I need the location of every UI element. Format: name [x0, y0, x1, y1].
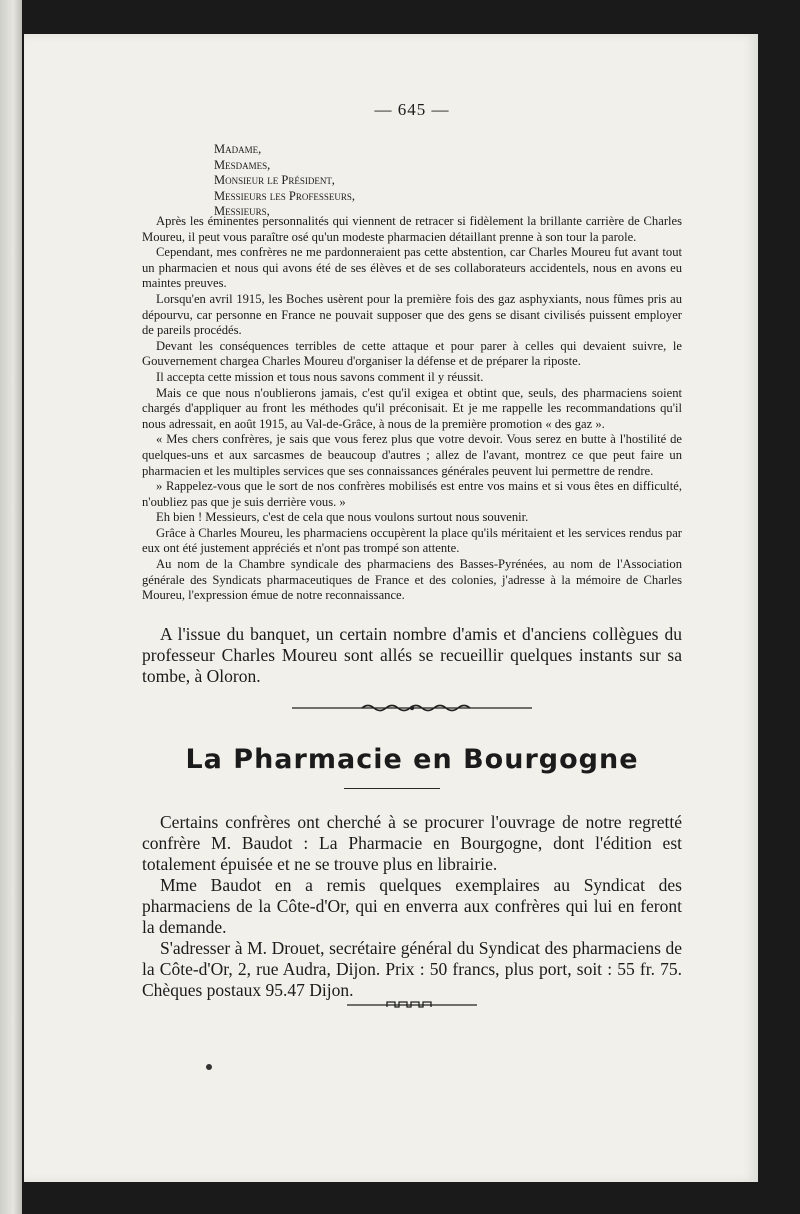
speech-paragraph: Au nom de la Chambre syndicale des pharmaciens des Basses-Pyrénées, au nom de l'Association générale des Syndicats pharmaceutiques de France et des colonies, j'adresse à la mémoire de Charles Moureu, l'expression émue de notre reconnaissance.	[142, 557, 682, 603]
bourgogne-paragraph: Mme Baudot en a remis quelques exemplaires au Syndicat des pharmaciens de la Côte-d'Or, qui en enverra aux confrères qui lui en feront la demande.	[142, 875, 682, 937]
ornamental-divider	[142, 702, 682, 714]
speech-paragraph: Devant les conséquences terribles de cette attaque et pour parer à celles qui devaient suivre, le Gouvernement chargea Charles Moureu d'organiser la défense et de préparer la riposte.	[142, 338, 682, 369]
flourish-ornament-icon	[292, 702, 532, 714]
bourgogne-paragraph: S'adresser à M. Drouet, secrétaire général du Syndicat des pharmaciens de la Côte-d'Or, 2, rue Audra, Dijon. Prix : 50 francs, plus port, soit : 55 fr. 75. Chèques postaux 95.47 Dijon.	[142, 938, 682, 1000]
heading-underline	[344, 788, 440, 789]
bourgogne-text	[142, 812, 682, 1001]
salutation-line: Madame,	[214, 142, 262, 156]
speech-paragraph: Il accepta cette mission et tous nous savons comment il y réussit.	[156, 369, 484, 384]
speech-paragraph: Lorsqu'en avril 1915, les Boches usèrent pour la première fois des gaz asphyxiants, nous fûmes pris au dépourvu, car personne en France ne pouvait supposer que des gens se disant civilisés puissent employer de pareils procédés.	[142, 291, 682, 338]
bourgogne-paragraph: Certains confrères ont cherché à se procurer l'ouvrage de notre regretté confrère M. Baudot : La Pharmacie en Bourgogne, dont l'édition est totalement épuisée et ne se trouve plus en librairie.	[142, 812, 682, 874]
salutation-line: Messieurs,	[214, 204, 270, 218]
document-page	[24, 34, 758, 1182]
salutation-line: Messieurs les Professeurs,	[214, 188, 355, 203]
salutation-line: Mesdames,	[214, 157, 271, 172]
salutation-block	[214, 142, 355, 220]
speech-paragraph: « Mes chers confrères, je sais que vous ferez plus que votre devoir. Vous serez en butte à l'hostilité de quelques-uns et aux sarcasmes de beaucoup d'autres ; allez de l'avant, montrez ce que peut faire un pharmacien et les multiples services que ses connaissances générales peuvent lui permettre de rendre.	[142, 432, 682, 478]
speech-paragraph: Grâce à Charles Moureu, les pharmaciens occupèrent la place qu'ils méritaient et les services rendus par eux ont été justement appréciés et n'ont pas trompé son attente.	[142, 525, 682, 556]
speech-paragraph: Après les éminentes personnalités qui viennent de retracer si fidèlement la brillante carrière de Charles Moureu, il peut vous paraître osé qu'un modeste pharmacien détaillant prenne à son tour la parole.	[142, 214, 682, 244]
speech-text	[142, 214, 682, 604]
speech-paragraph: Eh bien ! Messieurs, c'est de cela que nous voulons surtout nous souvenir.	[156, 510, 529, 525]
page-number: — 645 —	[374, 100, 450, 119]
adjacent-page-edge	[0, 0, 22, 1214]
greek-key-ornament-icon	[347, 999, 477, 1011]
speech-paragraph: Mais ce que nous n'oublierons jamais, c'est qu'il exigea et obtint que, seuls, des pharmaciens soient chargés d'appliquer au front les méthodes qu'il préconisait. Et je me rappelle les recommandations qu'il nous adressait, en août 1915, au Val-de-Grâce, à nous de la première promotion « des gaz ».	[142, 385, 682, 431]
speech-paragraph: Cependant, mes confrères ne me pardonneraient pas cette abstention, car Charles Moureu fut avant tout un pharmacien et nous qui avons été de ses élèves et de ses collaborateurs accidentels, nous en avons eu maintes preuves.	[142, 245, 682, 291]
section-heading: La Pharmacie en Bourgogne	[185, 744, 639, 775]
banquet-paragraph-block	[142, 624, 682, 687]
print-speck	[206, 1064, 212, 1070]
banquet-paragraph: A l'issue du banquet, un certain nombre d'amis et d'anciens collègues du professeur Charles Moureu sont allés se recueillir quelques instants sur sa tombe, à Oloron.	[142, 624, 682, 686]
speech-paragraph: » Rappelez-vous que le sort de nos confrères mobilisés est entre vos mains et si vous êtes en difficulté, n'oubliez pas que je suis derrière vous. »	[142, 479, 682, 509]
ornamental-divider	[142, 999, 682, 1011]
salutation-line: Monsieur le Président,	[214, 173, 335, 187]
